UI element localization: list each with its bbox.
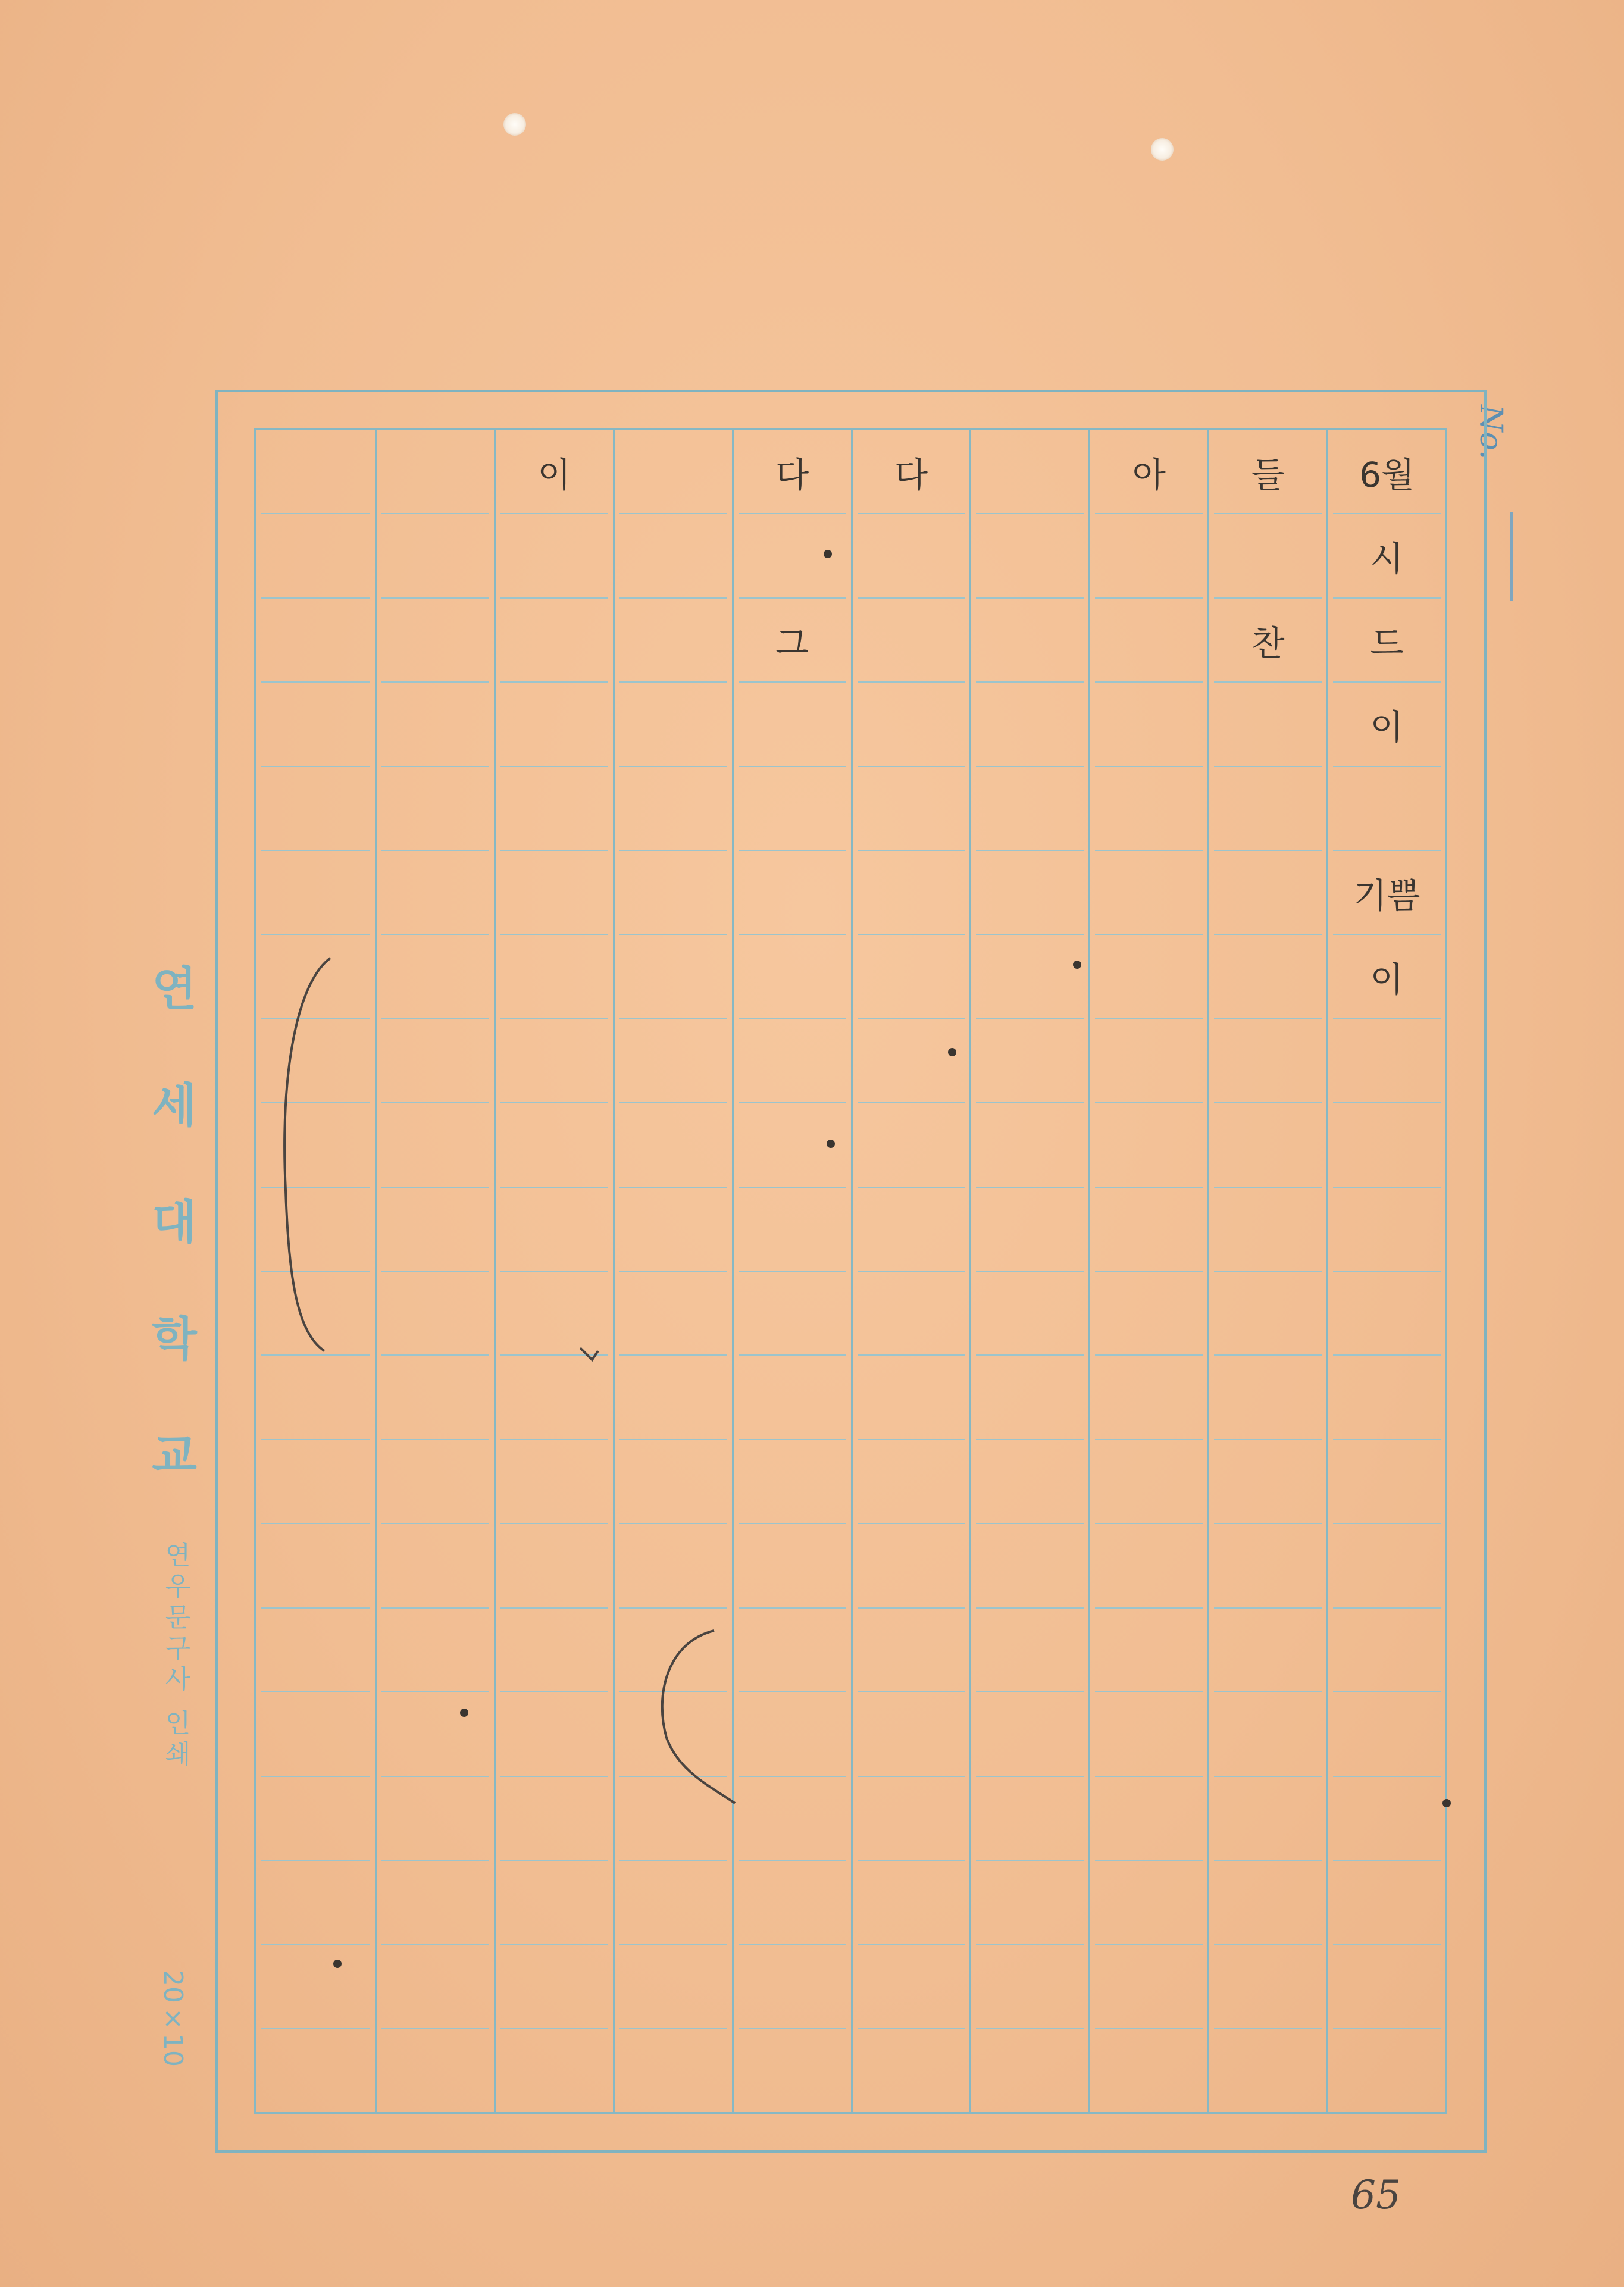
punctuation-dot: [333, 1960, 342, 1968]
grid-cell: 아: [1095, 430, 1203, 514]
sheet-size: 20×10: [158, 1970, 188, 2067]
grid-cell: 이: [500, 430, 608, 514]
grid-cell: 그: [739, 599, 846, 683]
bracket-mark-left: [284, 958, 330, 1351]
grid-cell: 다: [739, 430, 846, 514]
grid-cell: 이: [1333, 683, 1441, 766]
punctuation-dot: [948, 1048, 956, 1056]
grid-cell: 드: [1333, 599, 1441, 683]
grid-cell: 기쁨: [1333, 851, 1441, 935]
printer-credit: 연우문구사 인쇄: [160, 1541, 190, 1771]
grid-cell: 6월: [1333, 430, 1441, 514]
grid-cell: 들: [1214, 430, 1322, 514]
punctuation-dot: [824, 550, 832, 558]
grid-cell: 이: [1333, 935, 1441, 1019]
grid-cell: 찬: [1214, 599, 1322, 683]
page-number: 65: [1351, 2172, 1401, 2218]
grid-cell: 시: [1333, 514, 1441, 598]
punctuation-dot: [1442, 1799, 1451, 1807]
punctuation-dot: [827, 1140, 835, 1148]
grid-cell: 다: [858, 430, 965, 514]
school-name: 연세대학교: [143, 964, 197, 1547]
bracket-mark-center: [662, 1631, 735, 1803]
insert-mark: [580, 1348, 598, 1360]
punctuation-dot: [460, 1709, 468, 1717]
number-label: No.: [1473, 405, 1509, 460]
punctuation-dot: [1073, 961, 1081, 969]
